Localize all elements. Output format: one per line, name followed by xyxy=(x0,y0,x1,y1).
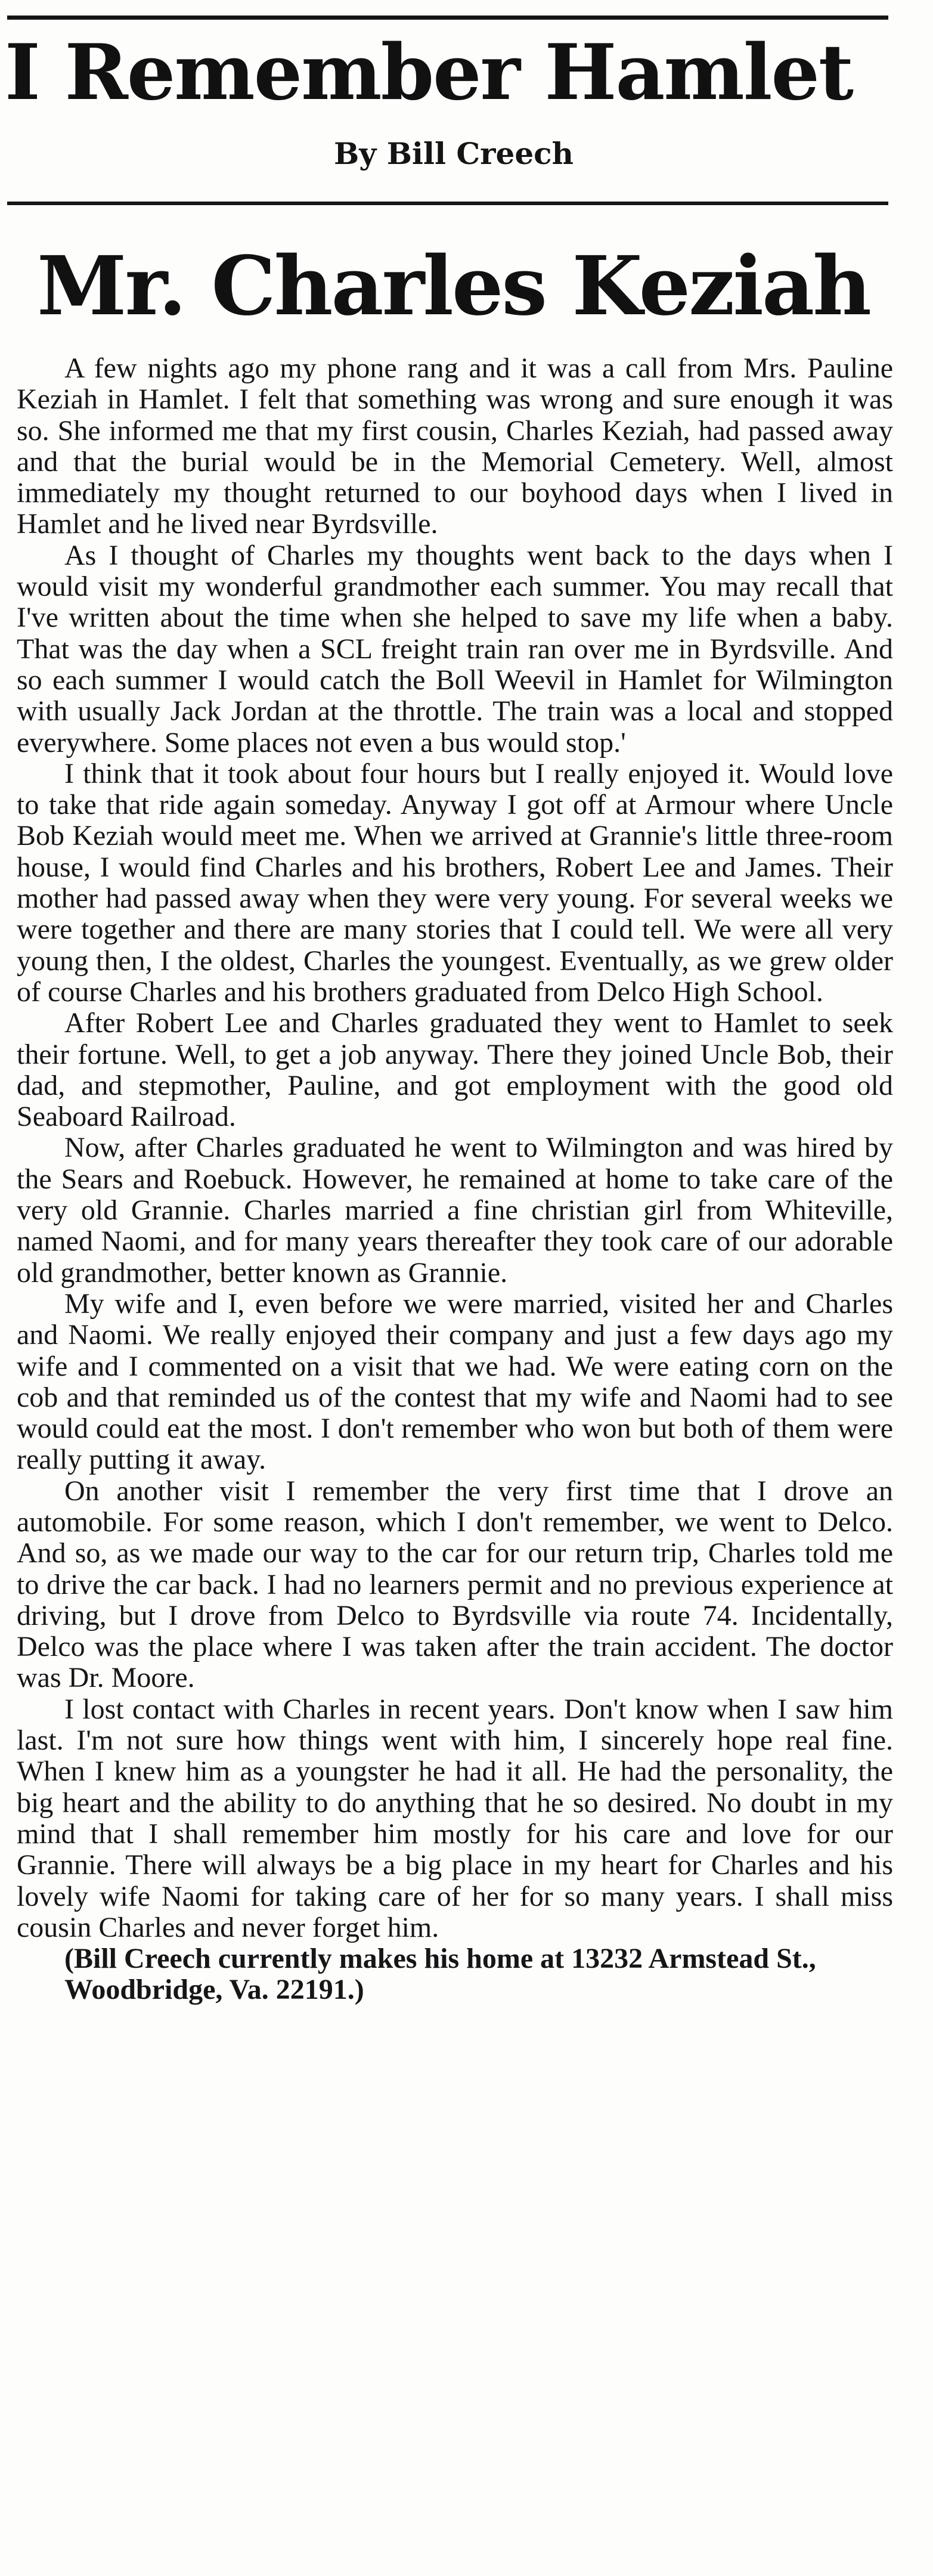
column-title: I Remember Hamlet xyxy=(5,28,853,117)
header-divider-rule xyxy=(7,202,888,205)
article-paragraph-4: After Robert Lee and Charles graduated they went to Hamlet to seek their fortune. Well, to get a job anyway. There they joined Uncle Bob, their dad, and stepmother, Pauline, and got employment with the good old Seaboard Railroad. xyxy=(17,1007,893,1133)
article-paragraph-1: A few nights ago my phone rang and it was a call from Mrs. Pauline Keziah in Hamlet. I felt that something was wrong and sure enough it was so. She informed me that my first cousin, Charles Keziah, had passed away and that the burial would be in the Memorial Cemetery. Well, almost immediately my thought returned to our boyhood days when I lived in Hamlet and he lived near Byrdsville. xyxy=(17,352,893,540)
article-body xyxy=(17,353,893,2006)
byline: By Bill Creech xyxy=(334,136,574,171)
article-paragraph-7: On another visit I remember the very first time that I drove an automobile. For some reason, which I don't remember, we went to Delco. And so, as we made our way to the car for our return trip, Charles told me to drive the car back. I had no learners permit and no previous experience at driving, but I drove from Delco to Byrdsville via route 74. Incidentally, Delco was the place where I was taken after the train accident. The doctor was Dr. Moore. xyxy=(17,1475,893,1694)
article-paragraph-3: I think that it took about four hours but I really enjoyed it. Would love to take that ride again someday. Anyway I got off at Armour where Uncle Bob Keziah would meet me. When we arrived at Grannie's little three-room house, I would find Charles and his brothers, Robert Lee and James. Their mother had passed away when they were very young. For several weeks we were together and there are many stories that I could tell. We were all very young then, I the oldest, Charles the youngest. Eventually, as we grew older of course Charles and his brothers graduated from Delco High School. xyxy=(17,757,893,1008)
article-paragraph-2: As I thought of Charles my thoughts went back to the days when I would visit my wonderful grandmother each summer. You may recall that I've written about the time when she helped to save my life when a baby. That was the day when a SCL freight train ran over me in Byrdsville. And so each summer I would catch the Boll Weevil in Hamlet for Wilmington with usually Jack Jordan at the throttle. The train was a local and stopped everywhere. Some places not even a bus would stop.' xyxy=(17,539,893,758)
author-note: (Bill Creech currently makes his home at 13232 Armstead St., Woodbridge, Va. 22191.) xyxy=(64,1943,816,2006)
top-rule xyxy=(7,16,888,20)
article-headline: Mr. Charles Keziah xyxy=(37,239,870,334)
article-paragraph-6: My wife and I, even before we were married, visited her and Charles and Naomi. We really enjoyed their company and just a few days ago my wife and I commented on a visit that we had. We were eating corn on the cob and that reminded us of the contest that my wife and Naomi had to see would could eat the most. I don't remember who won but both of them were really putting it away. xyxy=(17,1287,893,1476)
article-paragraph-5: Now, after Charles graduated he went to Wilmington and was hired by the Sears and Roebuck. However, he remained at home to take care of the very old Grannie. Charles married a fine christian girl from Whiteville, named Naomi, and for many years thereafter they took care of our adorable old grandmother, better known as Grannie. xyxy=(17,1132,893,1289)
article-paragraph-8: I lost contact with Charles in recent years. Don't know when I saw him last. I'm not sure how things went with him, I sincerely hope real fine. When I knew him as a youngster he had it all. He had the personality, the big heart and the ability to do anything that he so desired. No doubt in my mind that I shall remember him mostly for his care and love for our Grannie. There will always be a big place in my heart for Charles and his lovely wife Naomi for taking care of her for so many years. I shall miss cousin Charles and never forget him. xyxy=(17,1693,893,1943)
